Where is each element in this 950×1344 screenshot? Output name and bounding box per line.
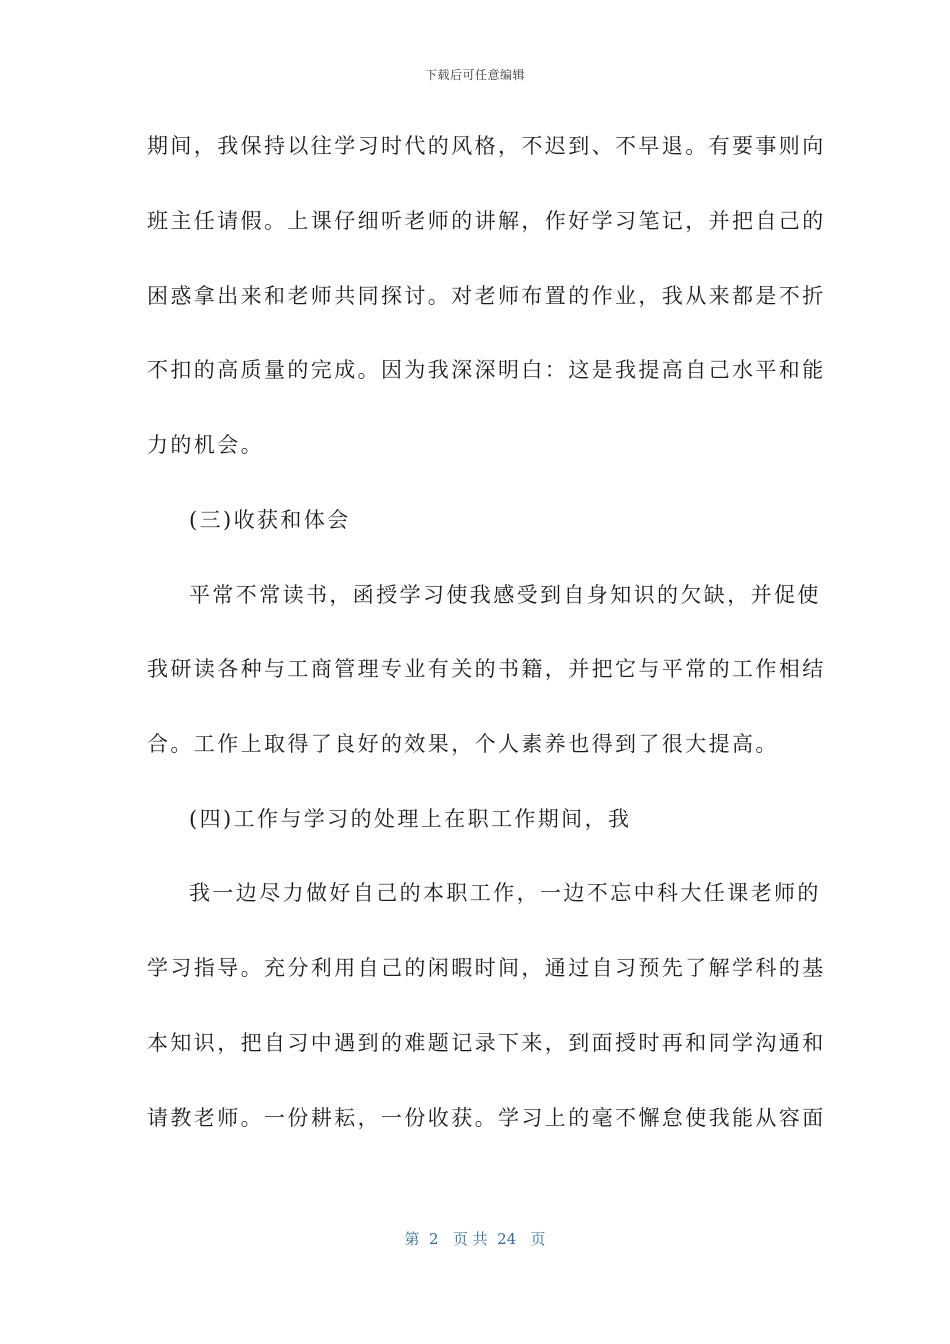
body-line: 请教老师。一份耕耘，一份收获。学习上的毫不懈怠使我能从容面	[147, 1106, 826, 1130]
body-line: 我一边尽力做好自己的本职工作，一边不忘中科大任课老师的	[189, 881, 821, 905]
page-header: 下载后可任意编辑	[424, 68, 525, 82]
body-line: 期间，我保持以往学习时代的风格，不迟到、不早退。有要事则向	[147, 134, 826, 158]
page-number-footer: 第 2 页 共 24 页	[404, 1230, 546, 1248]
body-line: 学习指导。充分利用自己的闲暇时间，通过自习预先了解学科的基	[147, 956, 826, 980]
body-line: 我研读各种与工商管理专业有关的书籍，并把它与平常的工作相结	[147, 657, 826, 681]
section-heading: (三)收获和体会	[189, 508, 351, 532]
body-line: 平常不常读书，函授学习使我感受到自身知识的欠缺，并促使	[189, 583, 821, 607]
body-line: 合。工作上取得了良好的效果，个人素养也得到了很大提高。	[147, 732, 779, 756]
body-line: 本知识，把自习中遇到的难题记录下来，到面授时再和同学沟通和	[147, 1031, 826, 1055]
body-line: 不扣的高质量的完成。因为我深深明白：这是我提高自己水平和能	[147, 358, 826, 382]
body-line: 困惑拿出来和老师共同探讨。对老师布置的作业，我从来都是不折	[147, 284, 826, 308]
body-line: 班主任请假。上课仔细听老师的讲解，作好学习笔记，并把自己的	[147, 209, 826, 233]
section-heading: (四)工作与学习的处理上在职工作期间，我	[189, 807, 632, 831]
body-line: 力的机会。	[147, 433, 264, 457]
